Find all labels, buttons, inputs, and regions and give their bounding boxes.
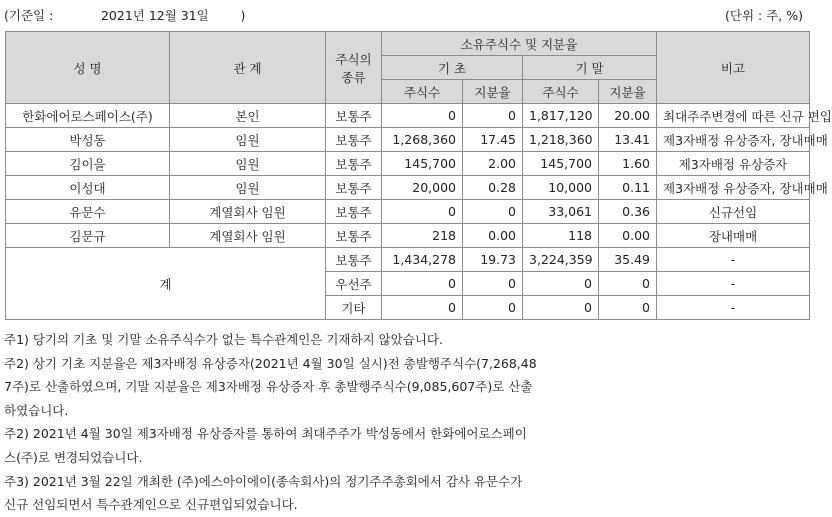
cell-remark: 제3자배정 유상증자, 장내매매	[657, 128, 810, 152]
cell-name: 유문수	[6, 200, 170, 224]
cell-remark: -	[657, 248, 810, 272]
cell-begin-ratio: 0.00	[463, 224, 523, 248]
table-row	[6, 200, 810, 224]
cell-remark: 제3자배정 유상증자, 장내매매	[657, 176, 810, 200]
cell-begin-ratio: 2.00	[463, 152, 523, 176]
cell-begin-shares: 20,000	[382, 176, 463, 200]
cell-remark: -	[657, 296, 810, 320]
table-row	[6, 128, 810, 152]
total-label: 계	[6, 248, 326, 320]
footnote-line: 7주)로 산출하였으며, 기말 지분율은 제3자배정 유상증자 후 총발행주식수(9,085,607주)로 산출	[4, 379, 533, 395]
cell-begin-shares: 0	[382, 272, 463, 296]
cell-begin-ratio: 0.28	[463, 176, 523, 200]
cell-end-shares: 3,224,359	[523, 248, 599, 272]
cell-relation: 임원	[170, 128, 326, 152]
footnote-line: 주3) 2021년 3월 22일 개최한 (주)에스아이에이(종속회사)의 정기주주총회에서 감사 유문수가	[4, 473, 523, 489]
cell-end-ratio: 0	[599, 296, 657, 320]
cell-end-ratio: 1.60	[599, 152, 657, 176]
cell-begin-shares: 0	[382, 200, 463, 224]
cell-name: 이성대	[6, 176, 170, 200]
cell-type: 보통주	[326, 176, 382, 200]
cell-begin-ratio: 0	[463, 200, 523, 224]
cell-end-shares: 118	[523, 224, 599, 248]
cell-end-ratio: 0.11	[599, 176, 657, 200]
header-stock-type-line2: 종류	[341, 69, 366, 85]
cell-begin-shares: 0	[382, 104, 463, 128]
header-stock-type-line1: 주식의	[335, 51, 372, 67]
cell-end-shares: 1,817,120	[523, 104, 599, 128]
base-date: (기준일 : 2021년 12월 31일 )	[4, 8, 246, 23]
cell-remark: 장내매매	[657, 224, 810, 248]
cell-remark: -	[657, 272, 810, 296]
cell-remark: 제3자배정 유상증자	[657, 152, 810, 176]
cell-begin-shares: 145,700	[382, 152, 463, 176]
cell-end-shares: 145,700	[523, 152, 599, 176]
header-begin-shares: 주식수	[382, 80, 463, 104]
footnote-line: 하였습니다.	[4, 402, 69, 418]
cell-relation: 임원	[170, 152, 326, 176]
cell-end-ratio: 0.00	[599, 224, 657, 248]
cell-end-ratio: 0.36	[599, 200, 657, 224]
cell-type: 보통주	[326, 200, 382, 224]
header-beginning: 기 초	[382, 56, 523, 80]
table-row	[6, 176, 810, 200]
table-row	[6, 104, 810, 128]
footnote-line: 주1) 당기의 기초 및 기말 소유주식수가 없는 특수관계인은 기재하지 않았습니다.	[4, 332, 443, 347]
footnote-line: 주2) 2021년 4월 30일 제3자배정 유상증자를 통하여 최대주주가 박성동에서 한화에어로스페이	[4, 426, 527, 442]
header-name: 성 명	[6, 32, 170, 104]
cell-begin-ratio: 0	[463, 296, 523, 320]
footnote-line: 스(주)로 변경되었습니다.	[4, 449, 143, 465]
footnote-line: 신규 선임되면서 특수관계인으로 신규편입되었습니다.	[4, 497, 298, 513]
cell-type: 보통주	[326, 248, 382, 272]
cell-begin-ratio: 0	[463, 104, 523, 128]
cell-relation: 계열회사 임원	[170, 200, 326, 224]
cell-remark: 신규선임	[657, 200, 810, 224]
total-row	[6, 248, 810, 272]
cell-name: 한화에어로스페이스(주)	[6, 104, 170, 128]
cell-name: 김문규	[6, 224, 170, 248]
cell-type: 보통주	[326, 224, 382, 248]
cell-end-shares: 10,000	[523, 176, 599, 200]
cell-type: 보통주	[326, 152, 382, 176]
cell-name: 김이을	[6, 152, 170, 176]
cell-relation: 계열회사 임원	[170, 224, 326, 248]
cell-begin-ratio: 19.73	[463, 248, 523, 272]
cell-type: 보통주	[326, 104, 382, 128]
cell-begin-shares: 1,268,360	[382, 128, 463, 152]
table-row	[6, 224, 810, 248]
cell-end-ratio: 0	[599, 272, 657, 296]
cell-type: 보통주	[326, 128, 382, 152]
cell-relation: 본인	[170, 104, 326, 128]
cell-name: 박성동	[6, 128, 170, 152]
header-end-ratio: 지분율	[599, 80, 657, 104]
cell-remark: 최대주주변경에 따른 신규 편입	[657, 104, 810, 128]
cell-begin-ratio: 0	[463, 272, 523, 296]
header-stock-type	[326, 32, 382, 104]
cell-end-ratio: 20.00	[599, 104, 657, 128]
header-relation: 관 계	[170, 32, 326, 104]
cell-end-ratio: 13.41	[599, 128, 657, 152]
cell-end-shares: 33,061	[523, 200, 599, 224]
cell-type: 우선주	[326, 272, 382, 296]
cell-relation: 임원	[170, 176, 326, 200]
cell-type: 기타	[326, 296, 382, 320]
header-ending: 기 말	[523, 56, 657, 80]
cell-end-shares: 0	[523, 272, 599, 296]
cell-begin-shares: 0	[382, 296, 463, 320]
footnote-line: 주2) 상기 기초 지분율은 제3자배정 유상증자(2021년 4월 30일 실시)전 총발행주식수(7,268,48	[4, 355, 537, 371]
footnotes	[4, 328, 549, 517]
cell-begin-shares: 1,434,278	[382, 248, 463, 272]
header-remarks: 비고	[657, 32, 810, 104]
cell-begin-shares: 218	[382, 224, 463, 248]
cell-end-shares: 1,218,360	[523, 128, 599, 152]
cell-end-shares: 0	[523, 296, 599, 320]
cell-end-ratio: 35.49	[599, 248, 657, 272]
table-caption	[0, 0, 819, 28]
header-end-shares: 주식수	[523, 80, 599, 104]
header-begin-ratio: 지분율	[463, 80, 523, 104]
unit-label: (단위 : 주, %)	[725, 8, 803, 23]
related-party-holdings-table	[5, 31, 832, 320]
cell-begin-ratio: 17.45	[463, 128, 523, 152]
header-holdings: 소유주식수 및 지분율	[382, 32, 657, 56]
table-row	[6, 152, 810, 176]
